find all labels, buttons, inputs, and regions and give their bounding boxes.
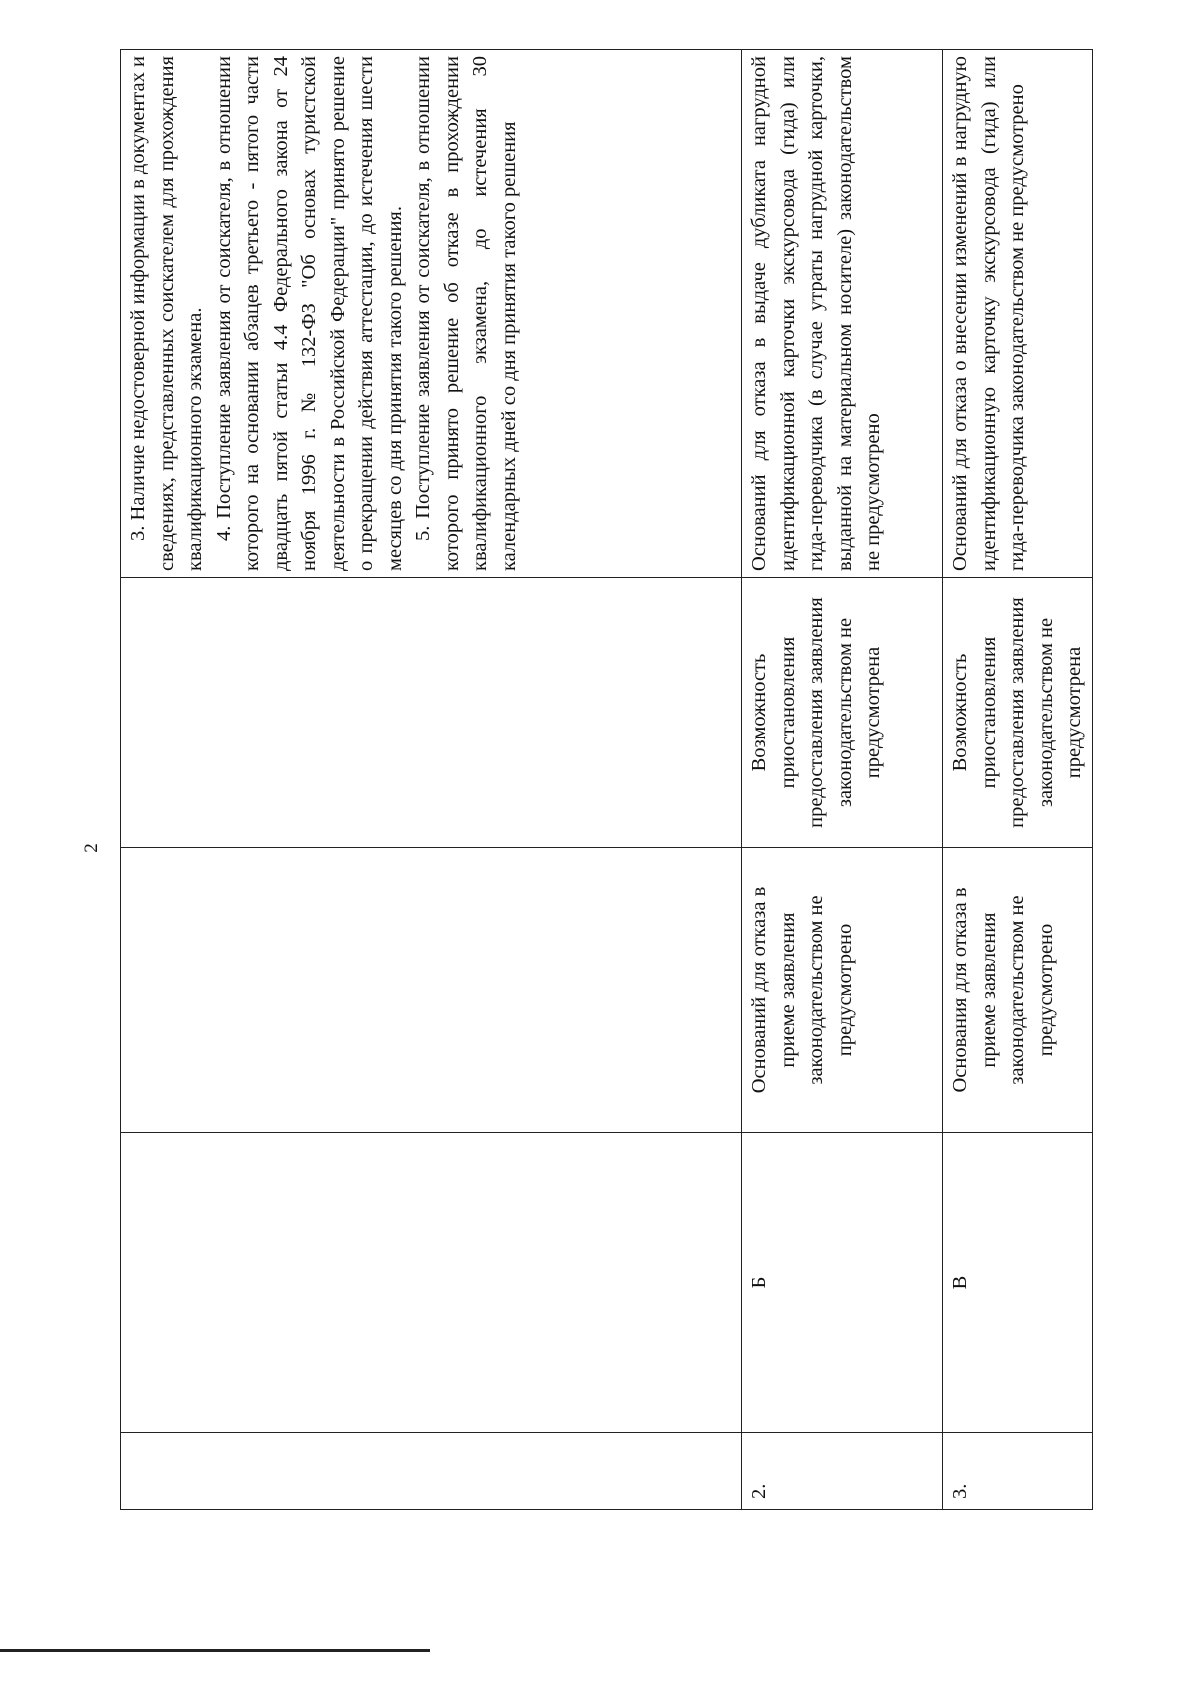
document-table-rotated [120,50,1085,1510]
refusal-reception-cell [121,848,742,1133]
table-row [121,50,742,1510]
footer-rule [0,1649,430,1652]
document-table [120,49,1093,1510]
refusal-reception-cell: Основания для отказа в приеме заявления законодательством не предусмотрено [943,848,1093,1133]
suspension-cell: Возможность приостановления предоставления заявления законодательством не предусмотрена [943,578,1093,848]
suspension-cell [121,578,742,848]
refusal-service-cell [742,50,943,578]
suspension-cell: Возможность приостановления предоставления заявления законодательством не предусмотрена [742,578,943,848]
refusal-service-text: Оснований для отказа в выдаче дубликата нагрудной идентификационной карточки экскурсовода (гида) или гида-переводчика (в случае утраты нагрудной карточки, выданной на материальном носителе) законодательством не предусмотрено [748,56,884,571]
table-row [742,50,943,1510]
subservice-code-cell [121,1133,742,1433]
table-row [943,50,1093,1510]
refusal-service-text: Оснований для отказа о внесении изменений в нагрудную идентификационную карточку экскурсовода (гида) или гида-переводчика законодательством не предусмотрено [949,56,1028,571]
subservice-code-cell: Б [742,1133,943,1433]
refusal-reception-cell: Оснований для отказа в приеме заявления законодательством не предусмотрено [742,848,943,1133]
row-number-cell [121,1433,742,1510]
refusal-ground-3: 3. Наличие недостоверной информации в документах и сведениях, представленных соискателем для прохождения квалификационного экзамена. [127,56,206,571]
refusal-ground-4: 4. Поступление заявления от соискателя, в отношении которого на основании абзацев третьего - пятого части двадцать пятой статьи 4.4 Федерального закона от 24 ноября 1996 г. № 132-ФЗ "Об основах туристской деятельности в Российской Федерации" принято решение о прекращении действия аттестации, до истечения шести месяцев со дня принятия такого решения. [212,56,406,571]
refusal-service-cell [943,50,1093,578]
row-number-cell: 3. [943,1433,1093,1510]
refusal-service-cell [121,50,742,578]
subservice-code-cell: В [943,1133,1093,1433]
refusal-ground-5: 5. Поступление заявления от соискателя, в отношении которого принято решение об отказе в прохождении квалификационного экзамена, до истечения 30 календарных дней со дня принятия такого решения [412,56,520,571]
page-number: 2 [81,843,102,853]
row-number-cell: 2. [742,1433,943,1510]
